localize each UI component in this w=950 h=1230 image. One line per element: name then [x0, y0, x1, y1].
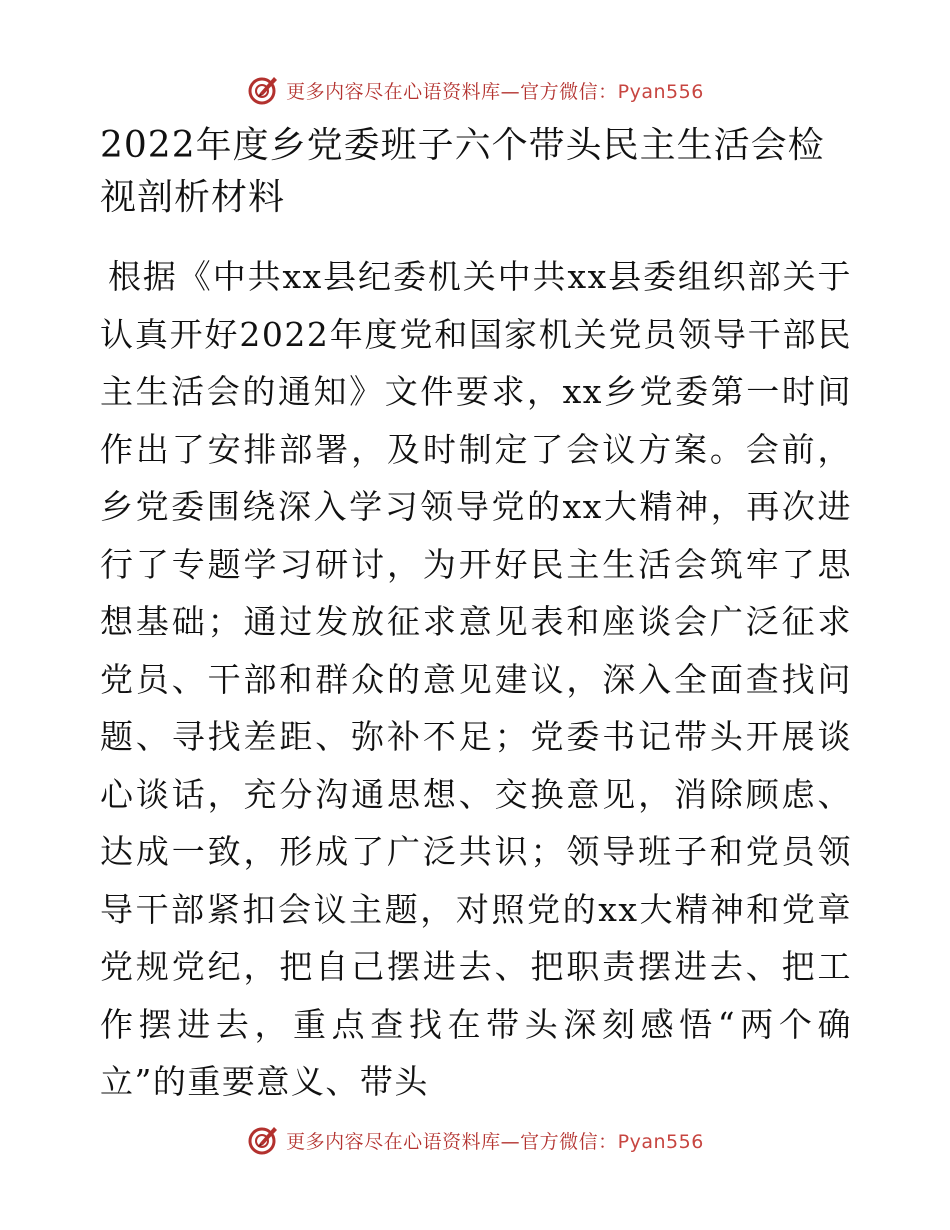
banner-contact: Pyan556 [617, 1130, 704, 1153]
header-banner [0, 70, 950, 110]
banner-text: 更多内容尽在心语资料库—官方微信： [286, 80, 618, 103]
library-logo-icon [246, 73, 280, 107]
document-paragraph: 根据《中共xx县纪委机关中共xx县委组织部关于认真开好2022年度党和国家机关党员领导干部民主生活会的通知》文件要求，xx乡党委第一时间作出了安排部署，及时制定了会议方案。会前，乡党委围绕深入学习领导党的xx大精神，再次进行了专题学习研讨，为开好民主生活会筑牢了思想基础；通过发放征求意见表和座谈会广泛征求党员、干部和群众的意见建议，深入全面查找问题、寻找差距、弥补不足；党委书记带头开展谈心谈话，充分沟通思想、交换意见，消除顾虑、达成一致，形成了广泛共识；领导班子和党员领导干部紧扣会议主题，对照党的xx大精神和党章党规党纪，把自己摆进去、把职责摆进去、把工作摆进去，重点查找在带头深刻感悟“两个确立”的重要意义、带头 [100, 257, 852, 1101]
banner-text: 更多内容尽在心语资料库—官方微信： [286, 1130, 618, 1153]
banner-contact: Pyan556 [617, 80, 704, 103]
library-logo-icon [246, 1123, 280, 1157]
document-title: 2022年度乡党委班子六个带头民主生活会检视剖析材料 [100, 125, 825, 218]
footer-banner [0, 1120, 950, 1160]
